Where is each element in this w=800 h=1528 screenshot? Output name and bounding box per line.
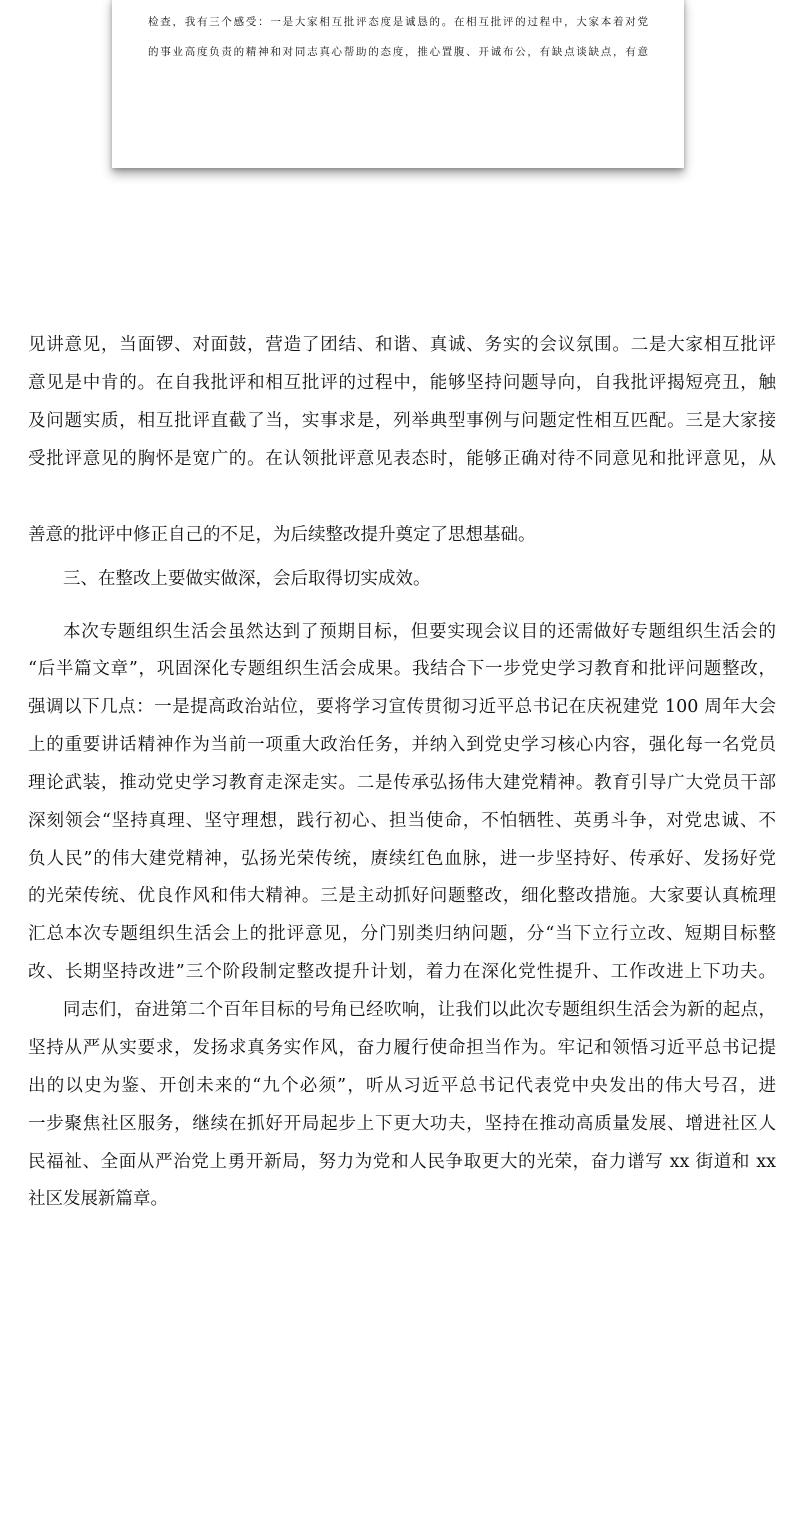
body-line: 强调以下几点：一是提高政治站位，要将学习宣传贯彻习近平总书记在庆祝建党 100 周年大会: [28, 697, 776, 717]
body-line: 的光荣传统、优良作风和伟大精神。三是主动抓好问题整改，细化整改措施。大家要认真梳理: [28, 886, 776, 906]
preview-page-card: [112, 0, 684, 168]
card-text-line: 的事业高度负责的精神和对同志真心帮助的态度，推心置腹、开诚布公，有缺点谈缺点，有意: [148, 46, 648, 58]
card-text-line: 检查，我有三个感受：一是大家相互批评态度是诚恳的。在相互批评的过程中，大家本着对党: [148, 16, 648, 28]
body-line: 上的重要讲话精神作为当前一项重大政治任务，并纳入到党史学习核心内容，强化每一名党员: [28, 735, 776, 755]
body-line: 出的以史为鉴、开创未来的“九个必须”，听从习近平总书记代表党中央发出的伟大号召，进: [28, 1076, 776, 1096]
body-line: 深刻领会“坚持真理、坚守理想，践行初心、担当使命，不怕牺牲、英勇斗争，对党忠诚、不: [28, 811, 776, 831]
body-line: 负人民”的伟大建党精神，弘扬光荣传统，赓续红色血脉，进一步坚持好、传承好、发扬好党: [28, 849, 776, 869]
body-line: 社区发展新篇章。: [28, 1189, 168, 1209]
body-line: 汇总本次专题组织生活会上的批评意见，分门别类归纳问题，分“当下立行立改、短期目标整: [28, 924, 776, 944]
body-line: 坚持从严从实要求，发扬求真务实作风，奋力履行使命担当作为。牢记和领悟习近平总书记提: [28, 1038, 776, 1058]
body-line: 本次专题组织生活会虽然达到了预期目标，但要实现会议目的还需做好专题组织生活会的: [63, 622, 776, 642]
body-line: 同志们，奋进第二个百年目标的号角已经吹响，让我们以此次专题组织生活会为新的起点，: [63, 1000, 776, 1020]
body-line: 及问题实质，相互批评直截了当，实事求是，列举典型事例与问题定性相互匹配。三是大家接: [28, 411, 776, 431]
body-line: 一步聚焦社区服务，继续在抓好开局起步上下更大功夫，坚持在推动高质量发展、增进社区人: [28, 1114, 776, 1134]
body-line: “后半篇文章”，巩固深化专题组织生活会成果。我结合下一步党史学习教育和批评问题整改，: [28, 659, 776, 679]
section-heading: 三、在整改上要做实做深，会后取得切实成效。: [63, 569, 431, 589]
body-line: 意见是中肯的。在自我批评和相互批评的过程中，能够坚持问题导向，自我批评揭短亮丑，触: [28, 373, 776, 393]
body-line: 善意的批评中修正自己的不足，为后续整改提升奠定了思想基础。: [28, 525, 536, 545]
body-line: 受批评意见的胸怀是宽广的。在认领批评意见表态时，能够正确对待不同意见和批评意见，从: [28, 449, 776, 469]
body-line: 理论武装，推动党史学习教育走深走实。二是传承弘扬伟大建党精神。教育引导广大党员干部: [28, 773, 776, 793]
body-line: 改、长期坚持改进”三个阶段制定整改提升计划，着力在深化党性提升、工作改进上下功夫。: [28, 962, 776, 982]
body-line: 见讲意见，当面锣、对面鼓，营造了团结、和谐、真诚、务实的会议氛围。二是大家相互批评: [28, 335, 776, 355]
body-line: 民福祉、全面从严治党上勇开新局，努力为党和人民争取更大的光荣，奋力谱写 xx 街道和 xx: [28, 1152, 776, 1172]
